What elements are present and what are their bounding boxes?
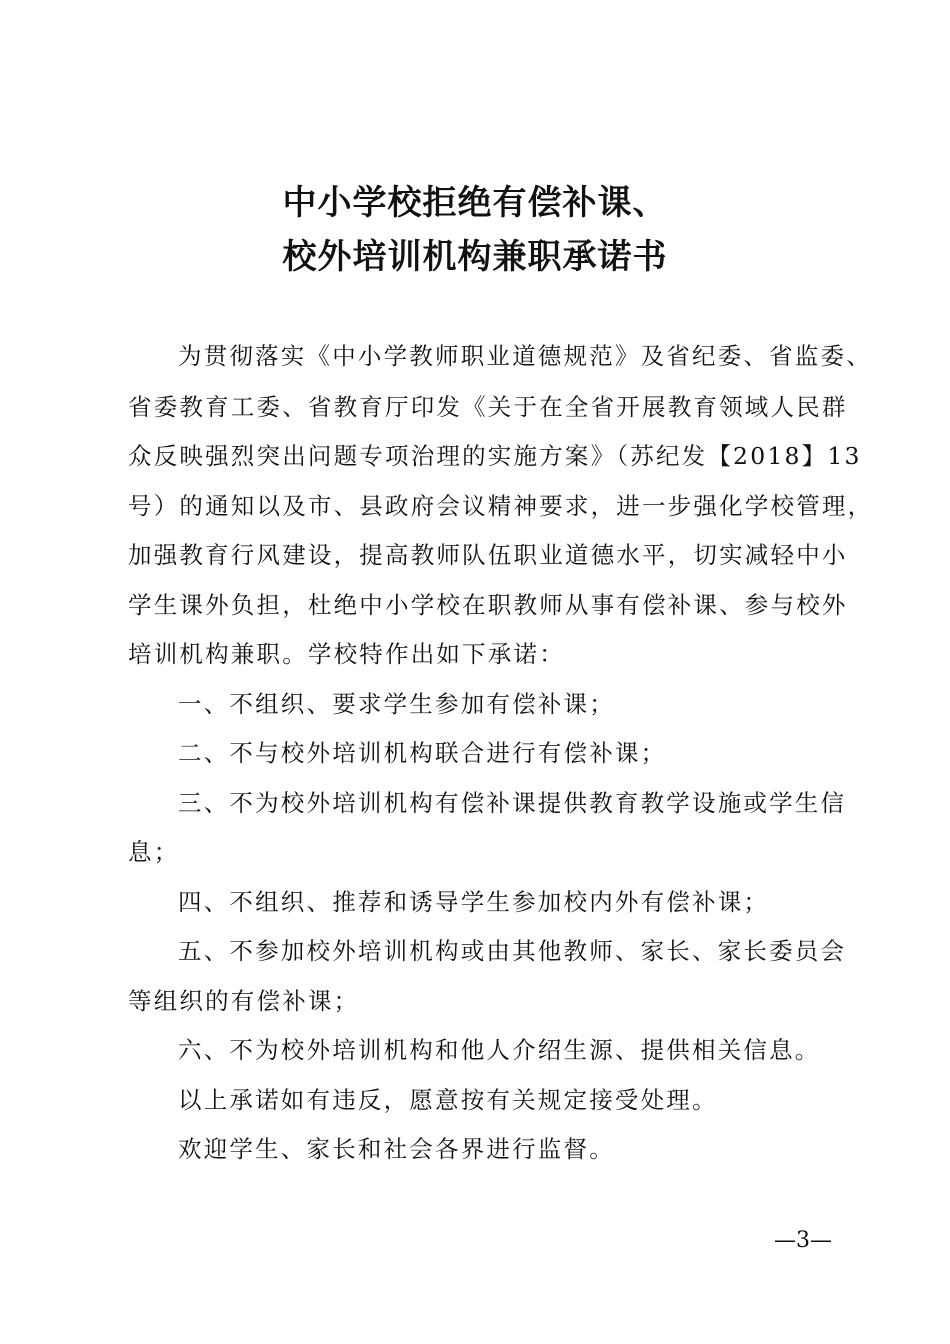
- commitment-item-5-cont: 等组织的有偿补课；: [128, 987, 360, 1015]
- intro-line: 号）的通知以及市、县政府会议精神要求，进一步强化学校管理，: [128, 492, 874, 520]
- commitment-item-5: 五、不参加校外培训机构或由其他教师、家长、家长委员会: [178, 937, 847, 965]
- commitment-item-1: 一、不组织、要求学生参加有偿补课；: [178, 690, 615, 718]
- commitment-item-3: 三、不为校外培训机构有偿补课提供教育教学设施或学生信: [178, 789, 847, 817]
- commitment-item-2: 二、不与校外培训机构联合进行有偿补课；: [178, 739, 667, 767]
- commitment-item-3-cont: 息；: [128, 838, 180, 866]
- intro-line: 培训机构兼职。学校特作出如下承诺：: [128, 640, 565, 668]
- page-number: —3—: [774, 1228, 832, 1253]
- closing-line-1: 以上承诺如有违反，愿意按有关规定接受处理。: [178, 1086, 718, 1114]
- commitment-item-4: 四、不组织、推荐和诱导学生参加校内外有偿补课；: [178, 888, 770, 916]
- document-title-line-1: 中小学校拒绝有偿补课、: [282, 183, 668, 223]
- closing-line-2: 欢迎学生、家长和社会各界进行监督。: [178, 1135, 615, 1163]
- intro-line: 为贯彻落实《中小学教师职业道德规范》及省纪委、省监委、: [178, 342, 872, 370]
- intro-line: 加强教育行风建设，提高教师队伍职业道德水平，切实减轻中小: [128, 541, 848, 569]
- intro-line: 省委教育工委、省教育厅印发《关于在全省开展教育领域人民群: [128, 393, 848, 421]
- intro-line: 众反映强烈突出问题专项治理的实施方案》（苏纪发【2018】13: [128, 442, 862, 470]
- commitment-item-6: 六、不为校外培训机构和他人介绍生源、提供相关信息。: [178, 1036, 821, 1064]
- intro-line: 学生课外负担，杜绝中小学校在职教师从事有偿补课、参与校外: [128, 591, 848, 619]
- document-title-line-2: 校外培训机构兼职承诺书: [282, 237, 668, 277]
